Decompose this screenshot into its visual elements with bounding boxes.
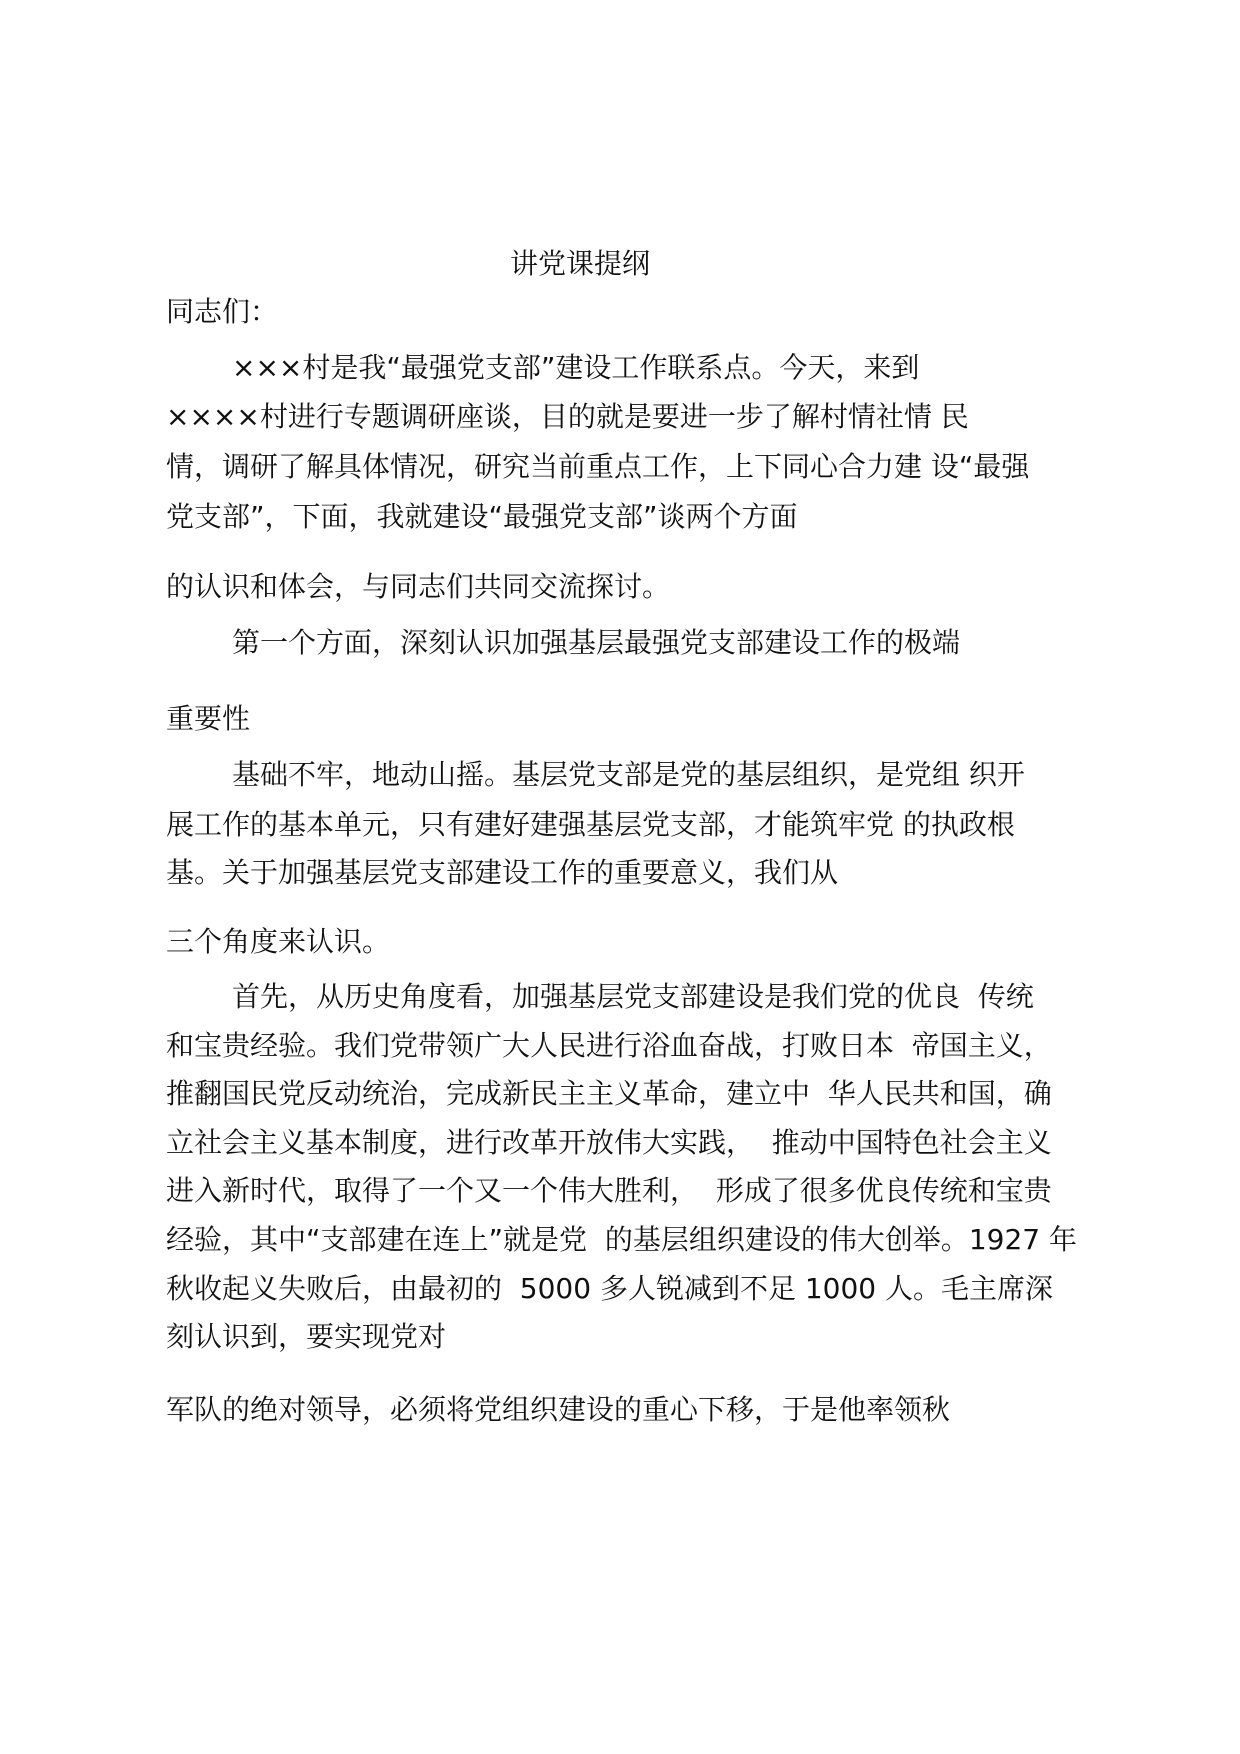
paragraph-line: 展工作的基本单元，只有建好建强基层党支部，才能筑牢党 的执政根 [166,808,1015,841]
paragraph-line: ××××村进行专题调研座谈，目的就是要进一步了解村情社情 民 [166,400,969,433]
paragraph-line: 和宝贵经验。我们党带领广大人民进行浴血奋战，打败日本 帝国主义， [166,1029,1052,1062]
paragraph-line: 的认识和体会，与同志们共同交流探讨。 [166,570,671,603]
salutation: 同志们： [166,295,279,328]
paragraph-line: 党支部”，下面，我就建设“最强党支部”谈两个方面 [166,500,798,533]
paragraph-line: 经验，其中“支部建在连上”就是党 的基层组织建设的伟大创举。1927 年 [166,1223,1077,1256]
paragraph-line: 三个角度来认识。 [166,925,391,958]
paragraph-line: 基。关于加强基层党支部建设工作的重要意义，我们从 [166,856,839,889]
paragraph-line: ×××村是我“最强党支部”建设工作联系点。今天，来到 [232,351,920,384]
paragraph-line: 首先，从历史角度看，加强基层党支部建设是我们党的优良 传统 [232,980,1034,1013]
section-heading-line: 第一个方面，深刻认识加强基层最强党支部建设工作的极端 [232,626,961,659]
section-heading-line: 重要性 [166,702,251,735]
document-title: 讲党课提纲 [509,247,650,280]
paragraph-line: 基础不牢，地动山摇。基层党支部是党的基层组织，是党组 织开 [232,758,1025,791]
paragraph-line: 立社会主义基本制度，进行改革开放伟大实践， 推动中国特色社会主义 [166,1126,1052,1159]
paragraph-line: 情，调研了解具体情况，研究当前重点工作，上下同心合力建 设“最强 [166,450,1030,483]
paragraph-line: 军队的绝对领导，必须将党组织建设的重心下移，于是他率领秋 [166,1393,951,1426]
paragraph-line: 秋收起义失败后，由最初的 5000 多人锐减到不足 1000 人。毛主席深 [166,1272,1054,1305]
paragraph-line: 推翻国民党反动统治，完成新民主主义革命，建立中 华人民共和国，确 [166,1077,1052,1110]
paragraph-line: 进入新时代，取得了一个又一个伟大胜利， 形成了很多优良传统和宝贵 [166,1174,1052,1207]
paragraph-line: 刻认识到，要实现党对 [166,1320,447,1353]
